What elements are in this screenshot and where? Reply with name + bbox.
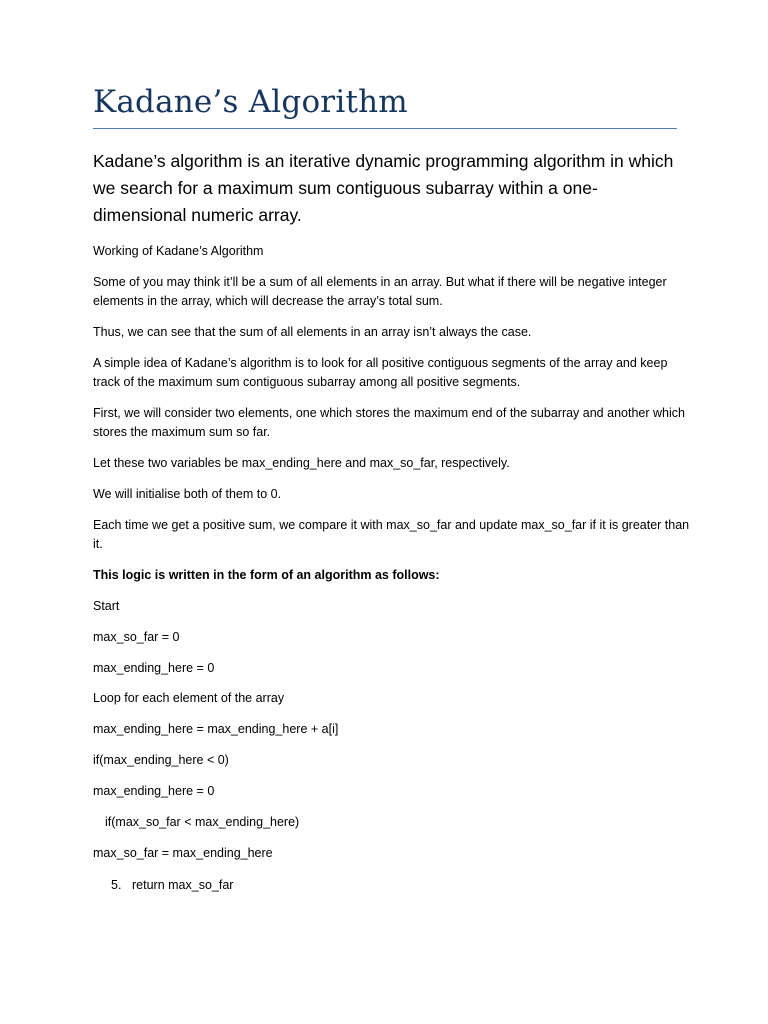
algorithm-line: max_ending_here = 0 bbox=[93, 661, 215, 675]
step-number: 5. bbox=[111, 878, 122, 892]
paragraph-4: First, we will consider two elements, one which stores the maximum end of the subarray and another which stores the maximum sum so far. bbox=[93, 406, 685, 439]
intro-paragraph: Kadane’s algorithm is an iterative dynamic programming algorithm in which we search for a maximum sum contiguous subarray within a one-dimensional numeric array. bbox=[93, 151, 674, 225]
algorithm-line: max_ending_here = 0 bbox=[93, 784, 215, 798]
paragraph-7: Each time we get a positive sum, we compare it with max_so_far and update max_so_far if it is greater than it. bbox=[93, 518, 690, 551]
algorithm-line: if(max_ending_here < 0) bbox=[93, 753, 229, 767]
algorithm-intro: This logic is written in the form of an algorithm as follows: bbox=[93, 568, 440, 582]
paragraph-6: We will initialise both of them to 0. bbox=[93, 487, 282, 501]
paragraph-3: A simple idea of Kadane’s algorithm is to look for all positive contiguous segments of the array and keep track of the maximum sum contiguous subarray among all positive segments. bbox=[93, 356, 668, 389]
numbered-step bbox=[111, 876, 233, 895]
algorithm-line: if(max_so_far < max_ending_here) bbox=[105, 815, 300, 829]
subheading: Working of Kadane’s Algorithm bbox=[93, 244, 264, 258]
algorithm-line: max_so_far = max_ending_here bbox=[93, 846, 273, 860]
step-text: return max_so_far bbox=[132, 878, 234, 892]
algorithm-line: max_so_far = 0 bbox=[93, 630, 180, 644]
algorithm-line: Loop for each element of the array bbox=[93, 691, 285, 705]
title-underline bbox=[93, 128, 677, 129]
document-title: Kadane’s Algorithm bbox=[93, 84, 408, 120]
paragraph-5: Let these two variables be max_ending_here and max_so_far, respectively. bbox=[93, 456, 510, 470]
paragraph-1: Some of you may think it’ll be a sum of all elements in an array. But what if there will be negative integer elements in the array, which will decrease the array’s total sum. bbox=[93, 275, 667, 308]
paragraph-2: Thus, we can see that the sum of all elements in an array isn’t always the case. bbox=[93, 325, 532, 339]
algorithm-line: Start bbox=[93, 599, 120, 613]
algorithm-line: max_ending_here = max_ending_here + a[i] bbox=[93, 722, 339, 736]
